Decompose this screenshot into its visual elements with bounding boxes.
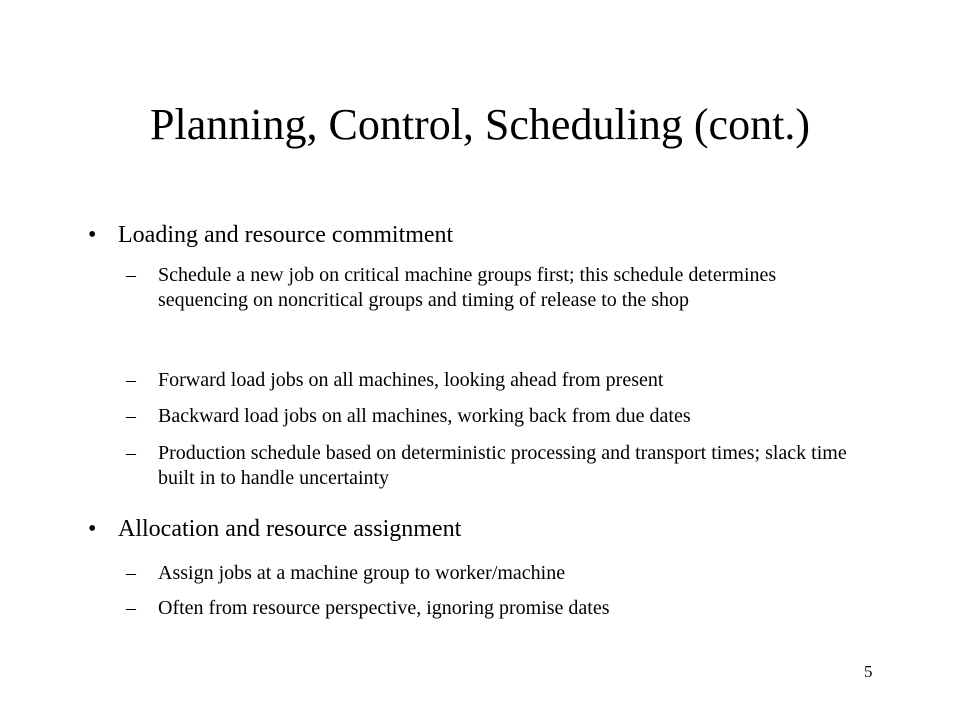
subitem-marker: – xyxy=(126,369,136,391)
subitem-text: Assign jobs at a machine group to worker/machine xyxy=(158,562,566,584)
subitem-text: Schedule a new job on critical machine groups first; this schedule determines sequencing on noncritical groups and timing of release to the shop xyxy=(158,264,777,311)
bullet-text: Loading and resource commitment xyxy=(118,222,454,248)
bullet-marker: • xyxy=(88,516,97,542)
subitem-text: Often from resource perspective, ignoring promise dates xyxy=(158,597,610,619)
bullet-allocation xyxy=(88,514,461,544)
bullet-loading xyxy=(88,220,453,250)
slide-title: Planning, Control, Scheduling (cont.) xyxy=(150,100,810,149)
subitem-backward-load xyxy=(126,404,866,429)
subitem-marker: – xyxy=(126,597,136,619)
subitem-marker: – xyxy=(126,442,136,464)
bullet-text: Allocation and resource assignment xyxy=(118,516,462,542)
bullet-marker: • xyxy=(88,222,97,248)
subitem-text: Backward load jobs on all machines, working back from due dates xyxy=(158,405,691,427)
subitem-marker: – xyxy=(126,562,136,584)
page-number: 5 xyxy=(864,662,873,681)
subitem-production-schedule xyxy=(126,441,866,491)
subitem-forward-load xyxy=(126,368,866,393)
subitem-schedule-new-job xyxy=(126,263,866,313)
subitem-resource-perspective xyxy=(126,596,866,621)
subitem-text: Production schedule based on deterministic processing and transport times; slack time built in to handle uncertainty xyxy=(158,442,847,489)
subitem-marker: – xyxy=(126,405,136,427)
subitem-text: Forward load jobs on all machines, looking ahead from present xyxy=(158,369,664,391)
subitem-marker: – xyxy=(126,264,136,286)
subitem-assign-jobs xyxy=(126,561,866,586)
